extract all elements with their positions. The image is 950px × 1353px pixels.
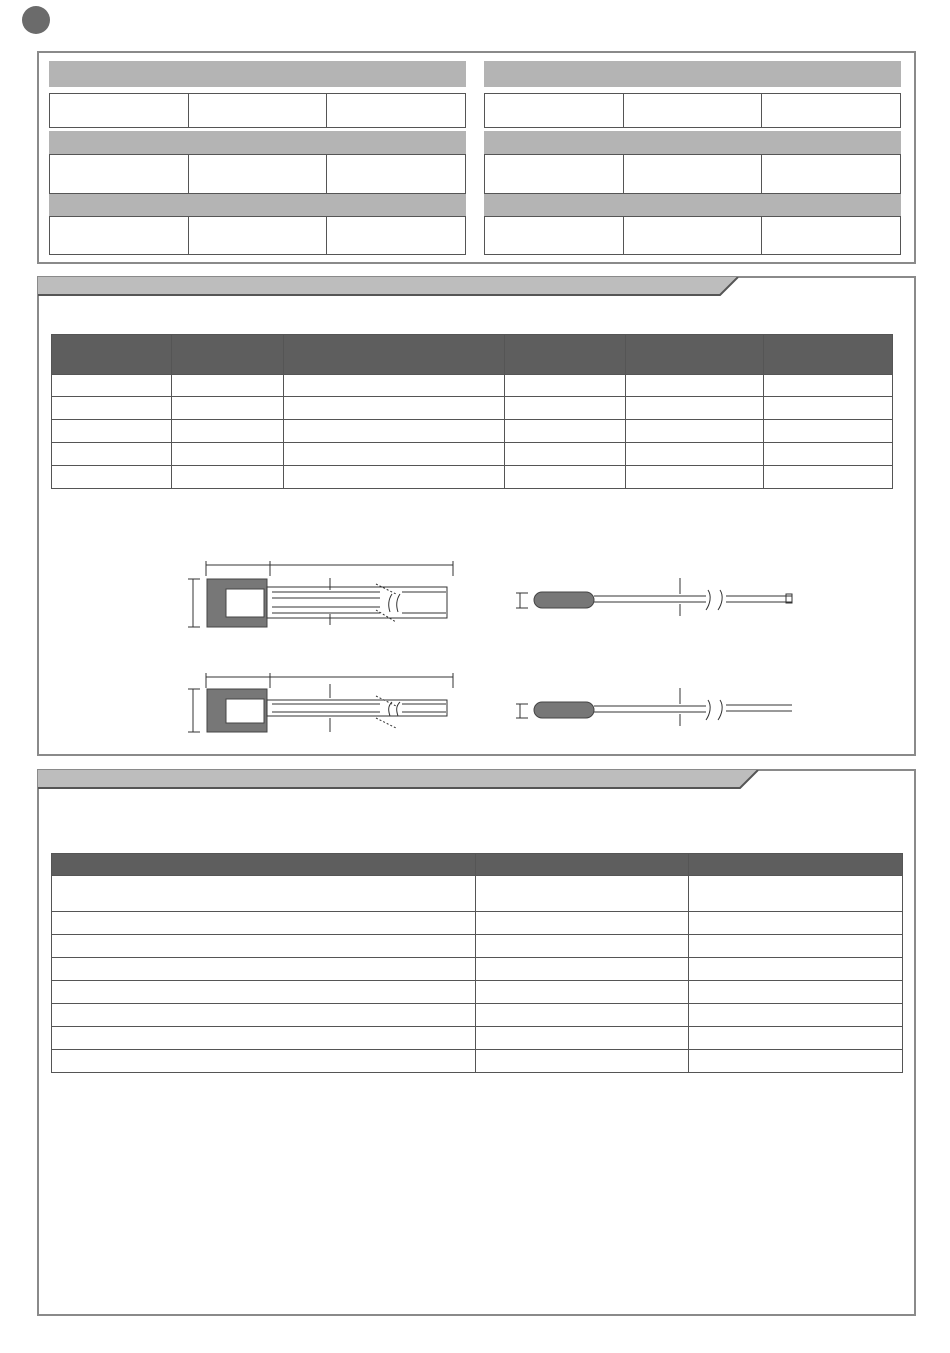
table-header-row: [52, 335, 893, 375]
table-header-cell: [52, 854, 476, 876]
table-cell: [764, 466, 893, 489]
table-cell: [476, 1027, 689, 1050]
table-cell: [189, 94, 328, 127]
table-cell: [762, 155, 900, 193]
section-2-table: [51, 334, 893, 489]
table-cell: [762, 94, 900, 127]
table-cell: [689, 958, 903, 981]
right-group-row-3: [484, 216, 901, 255]
table-cell: [52, 1027, 476, 1050]
table-row: [52, 466, 893, 489]
table-cell: [172, 397, 284, 420]
table-cell: [626, 397, 764, 420]
table-cell: [172, 375, 284, 397]
table-cell: [689, 876, 903, 912]
table-cell: [284, 443, 505, 466]
table-cell: [764, 443, 893, 466]
table-cell: [50, 94, 189, 127]
table-cell: [172, 443, 284, 466]
table-cell: [689, 1027, 903, 1050]
table-row: [52, 1050, 903, 1073]
guide-rail-drawing-top: [188, 561, 453, 627]
table-cell: [626, 420, 764, 443]
table-cell: [284, 420, 505, 443]
table-cell: [764, 375, 893, 397]
right-group-row-2: [484, 154, 901, 194]
table-cell: [52, 1050, 476, 1073]
table-cell: [52, 466, 172, 489]
table-cell: [52, 958, 476, 981]
table-header-cell: [689, 854, 903, 876]
table-cell: [505, 420, 626, 443]
table-cell: [189, 155, 328, 193]
table-cell: [284, 397, 505, 420]
table-cell: [52, 876, 476, 912]
table-cell: [764, 420, 893, 443]
table-header-cell: [626, 335, 764, 375]
table-row: [52, 876, 903, 912]
table-cell: [689, 1004, 903, 1027]
table-cell: [50, 155, 189, 193]
guide-rail-drawing-bottom: [188, 673, 453, 732]
section-3-tab: [38, 770, 760, 790]
table-cell: [476, 935, 689, 958]
table-cell: [327, 217, 465, 254]
table-cell: [689, 1050, 903, 1073]
table-cell: [172, 420, 284, 443]
table-cell: [476, 1004, 689, 1027]
table-header-cell: [476, 854, 689, 876]
table-row: [52, 443, 893, 466]
table-cell: [764, 397, 893, 420]
table-cell: [172, 466, 284, 489]
dimension-drawings: [180, 550, 800, 745]
table-cell: [485, 155, 624, 193]
motor-arm-drawing-top: [516, 578, 792, 616]
table-cell: [476, 958, 689, 981]
table-cell: [52, 375, 172, 397]
motor-arm-drawing-bottom: [516, 688, 792, 726]
table-cell: [624, 94, 763, 127]
table-row: [52, 1004, 903, 1027]
table-cell: [52, 935, 476, 958]
table-cell: [50, 217, 189, 254]
table-cell: [762, 217, 900, 254]
table-cell: [476, 912, 689, 935]
table-cell: [689, 981, 903, 1004]
left-group-row-2: [49, 154, 466, 194]
table-cell: [284, 375, 505, 397]
right-group-header-3: [484, 194, 901, 216]
table-header-cell: [505, 335, 626, 375]
section-1-right-table: [484, 61, 901, 255]
table-row: [52, 420, 893, 443]
table-row: [52, 912, 903, 935]
table-header-cell: [172, 335, 284, 375]
table-cell: [626, 443, 764, 466]
table-cell: [689, 935, 903, 958]
table-cell: [624, 155, 763, 193]
table-cell: [485, 217, 624, 254]
table-cell: [505, 443, 626, 466]
right-group-header-2: [484, 131, 901, 154]
left-group-row-3: [49, 216, 466, 255]
left-group-header-2: [49, 131, 466, 154]
table-cell: [52, 1004, 476, 1027]
left-group-header-1: [49, 61, 466, 87]
table-cell: [626, 466, 764, 489]
table-cell: [52, 443, 172, 466]
right-group-row-1: [484, 93, 901, 128]
right-group-header-1: [484, 61, 901, 87]
table-cell: [624, 217, 763, 254]
table-row: [52, 1027, 903, 1050]
table-header-cell: [284, 335, 505, 375]
table-cell: [52, 981, 476, 1004]
table-cell: [476, 876, 689, 912]
table-cell: [189, 217, 328, 254]
table-row: [52, 935, 903, 958]
table-cell: [626, 375, 764, 397]
table-cell: [485, 94, 624, 127]
table-cell: [52, 420, 172, 443]
table-row: [52, 981, 903, 1004]
table-cell: [505, 397, 626, 420]
table-cell: [505, 466, 626, 489]
section-2-tab: [38, 277, 740, 297]
table-cell: [327, 94, 465, 127]
table-cell: [52, 912, 476, 935]
table-header-cell: [764, 335, 893, 375]
table-cell: [284, 466, 505, 489]
left-group-row-1: [49, 93, 466, 128]
table-cell: [476, 981, 689, 1004]
table-header-cell: [52, 335, 172, 375]
page-number-badge: [22, 6, 50, 34]
table-cell: [52, 397, 172, 420]
table-cell: [476, 1050, 689, 1073]
table-row: [52, 958, 903, 981]
table-row: [52, 375, 893, 397]
section-3-table: [51, 853, 903, 1073]
left-group-header-3: [49, 194, 466, 216]
section-1-left-table: [49, 61, 466, 255]
table-header-row: [52, 854, 903, 876]
table-row: [52, 397, 893, 420]
table-cell: [327, 155, 465, 193]
table-cell: [505, 375, 626, 397]
table-cell: [689, 912, 903, 935]
